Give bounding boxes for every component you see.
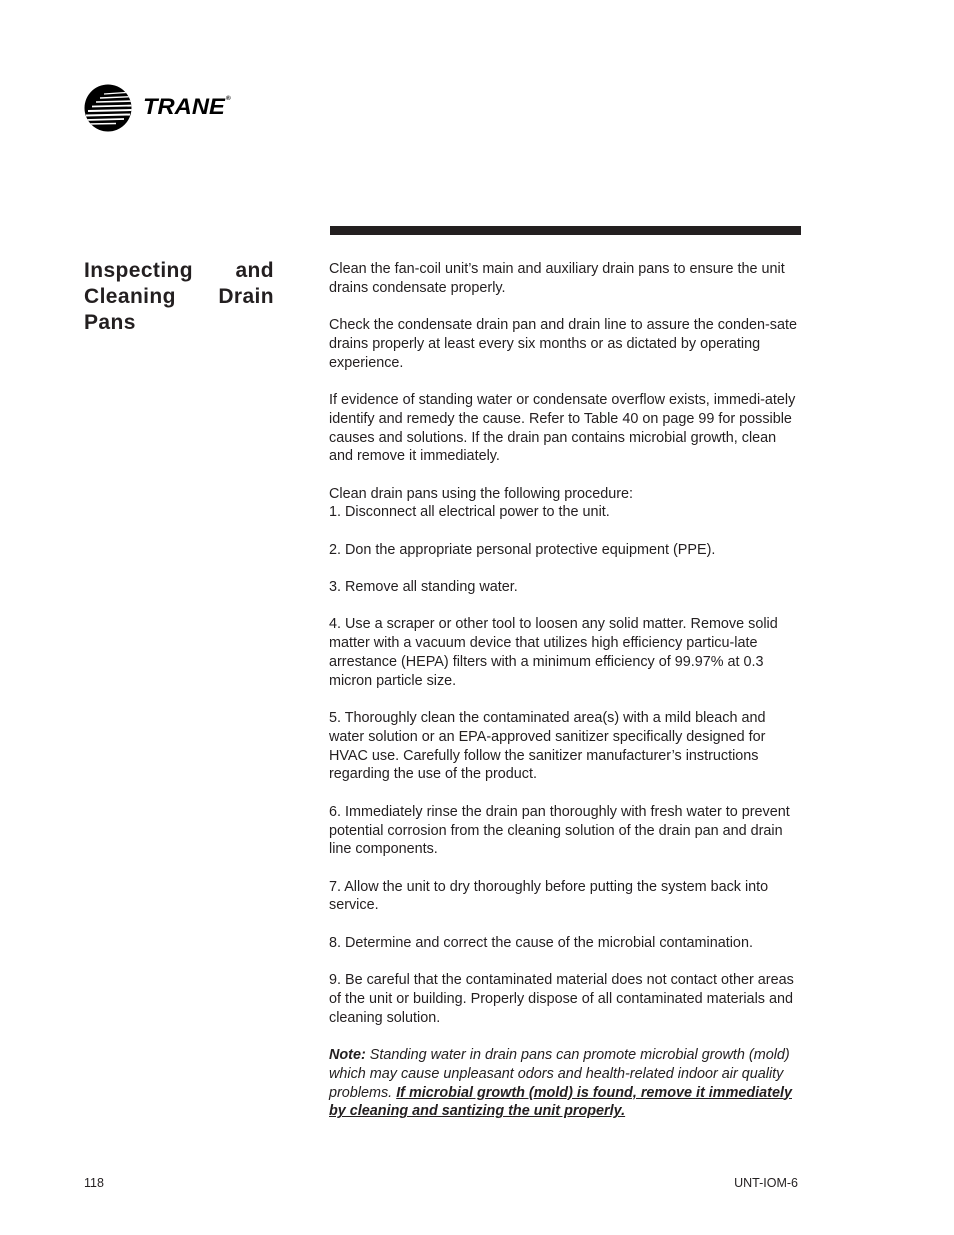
procedure-step-7: 7. Allow the unit to dry thoroughly before putting the system back into service. xyxy=(329,878,769,914)
procedure-step-8: 8. Determine and correct the cause of the microbial contamination. xyxy=(329,934,753,951)
note-text: Standing water in drain pans can promote microbial growth (mold) which may cause unpleasant odors and health-related indoor air quality problems. xyxy=(329,1046,790,1101)
procedure-intro: Clean drain pans using the following procedure: xyxy=(329,485,633,502)
procedure-step-6: 6. Immediately rinse the drain pan thoroughly with fresh water to prevent potential corrosion from the cleaning solution of the drain pan and drain line components. xyxy=(329,803,790,858)
section-title: Inspecting and Cleaning Drain Pans xyxy=(84,259,274,334)
intro-paragraph-2: Check the condensate drain pan and drain line to assure the conden-sate drains properly at least every six months or as dictated by operating experience. xyxy=(329,317,798,371)
note-paragraph xyxy=(329,1046,803,1121)
trane-globe-logo-icon xyxy=(84,84,132,132)
intro-paragraph-3: If evidence of standing water or condensate overflow exists, immedi-ately identify and remedy the cause. Refer to Table 40 on page 99 for possible causes and solutions. If the drain pan contains microbial growth, clean and remove it immediately. xyxy=(329,391,796,465)
procedure-step-1: 1. Disconnect all electrical power to the unit. xyxy=(329,504,610,521)
intro-paragraph-1: Clean the fan-coil unit’s main and auxiliary drain pans to ensure the unit drains condensate properly. xyxy=(329,261,785,296)
page-number: 118 xyxy=(84,1176,104,1190)
note-label: Note: xyxy=(329,1046,366,1063)
trane-logo xyxy=(84,84,231,132)
registered-mark: ® xyxy=(225,96,231,102)
procedure-step-9: 9. Be careful that the contaminated material does not contact other areas of the unit or building. Properly dispose of all contaminated materials and cleaning solution. xyxy=(329,972,794,1026)
procedure-step-4: 4. Use a scraper or other tool to loosen any solid matter. Remove solid matter with a vacuum device that utilizes high efficiency particu-late arrestance (HEPA) filters with a minimum efficiency of 99.97% at 0.3 micron particle size. xyxy=(329,616,778,689)
note-emphasis: If microbial growth (mold) is found, remove it immediately by cleaning and santizing the unit properly. xyxy=(329,1084,792,1120)
procedure-step-5: 5. Thoroughly clean the contaminated area(s) with a mild bleach and water solution or an EPA-approved sanitizer specifically designed for HVAC use. Carefully follow the sanitizer manufacturer’s instructions regarding the use of the product. xyxy=(329,710,766,783)
procedure-step-2: 2. Don the appropriate personal protective equipment (PPE). xyxy=(329,541,716,558)
procedure-step-3: 3. Remove all standing water. xyxy=(329,579,518,596)
brand-wordmark: TRANE® xyxy=(143,94,231,119)
section-rule xyxy=(330,226,801,235)
document-code: UNT-IOM-6 xyxy=(734,1176,798,1190)
section-body xyxy=(329,260,803,1121)
